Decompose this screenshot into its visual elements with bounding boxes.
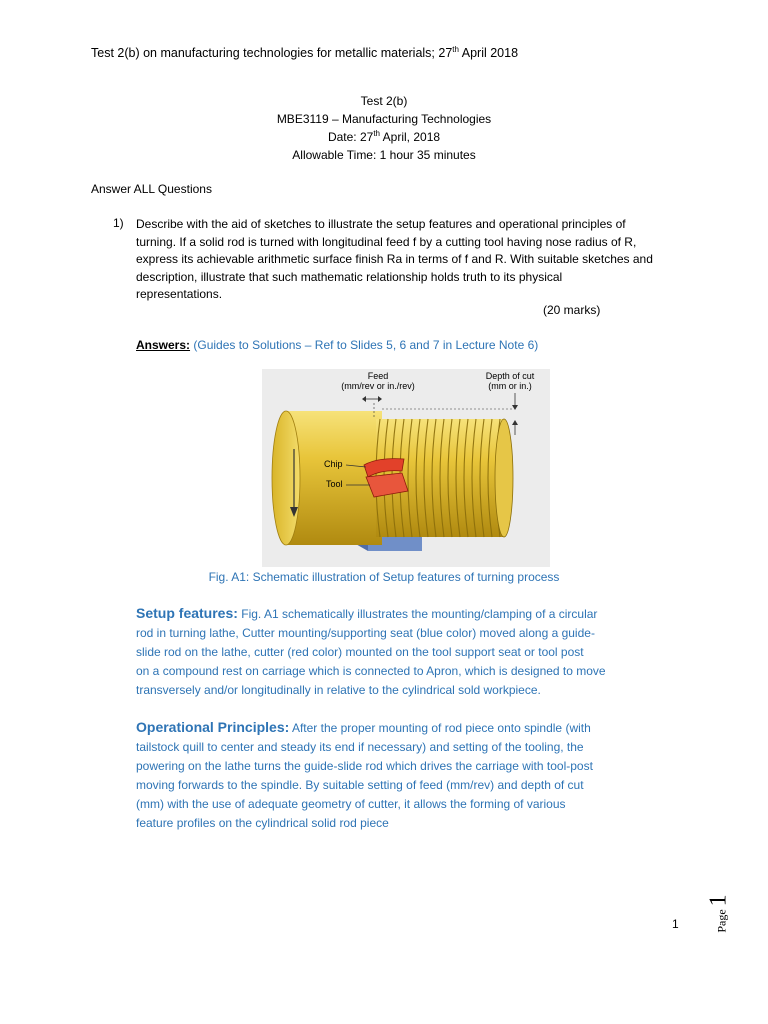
operational-line: powering on the lathe turns the guide-slide rod which drives the carriage with tool-post [136, 759, 593, 773]
feed-label-line: (mm/rev or in./rev) [341, 381, 415, 391]
answers-guide: (Guides to Solutions – Ref to Slides 5, 6 and 7 in Lecture Note 6) [193, 338, 539, 352]
operational-line: feature profiles on the cylindrical solid rod piece [136, 816, 389, 830]
title-line-3 [0, 130, 768, 144]
date-text: Date: 27 [327, 130, 374, 144]
setup-heading: Setup features: [136, 605, 238, 621]
date-text-after: April, 2018 [380, 130, 441, 144]
question-line: turning. If a solid rod is turned with longitudinal feed f by a cutting tool having nose radius of R, [136, 234, 637, 249]
answers-label: Answers: [136, 338, 191, 352]
instructions: Answer ALL Questions [91, 182, 212, 196]
question-text [136, 216, 681, 304]
operational-line: (mm) with the use of adequate geometry of cutter, it allows the forming of various [136, 797, 566, 811]
setup-line: on a compound rest on carriage which is connected to Apron, which is designed to move [136, 664, 606, 678]
turning-figure [262, 369, 550, 567]
feed-label [322, 371, 434, 391]
setup-line: transversely and/or longitudinally in relative to the cylindrical sold workpiece. [136, 683, 541, 697]
figure-caption: Fig. A1: Schematic illustration of Setup features of turning process [208, 570, 560, 584]
depth-label-line: (mm or in.) [488, 381, 532, 391]
depth-label-line: Depth of cut [485, 371, 535, 381]
turning-illustration [262, 369, 550, 567]
operational-line-1 [136, 718, 678, 738]
title-line-1: Test 2(b) [360, 94, 408, 108]
header-text: Test 2(b) on manufacturing technologies for metallic materials; 27 [91, 46, 453, 60]
setup-text: Fig. A1 schematically illustrates the mounting/clamping of a circular [241, 607, 598, 621]
question-line: representations. [136, 287, 223, 301]
page-side-marker [705, 880, 746, 933]
page-word: Page [714, 909, 729, 933]
question-line: Describe with the aid of sketches to illustrate the setup features and operational principles of [136, 217, 626, 231]
header-sup: th [452, 44, 459, 54]
page-side-text [706, 894, 733, 932]
page-header [91, 46, 518, 60]
question-number: 1) [113, 216, 124, 230]
title-line-4: Allowable Time: 1 hour 35 minutes [292, 148, 476, 162]
setup-paragraph [136, 604, 678, 700]
operational-text: After the proper mounting of rod piece onto spindle (with [291, 721, 591, 735]
date-sup: th [373, 129, 380, 138]
setup-line-1 [136, 604, 678, 624]
operational-line: moving forwards to the spindle. By suitable setting of feed (mm/rev) and depth of cut [136, 778, 584, 792]
question-line: express its achievable arithmetic surface finish Ra in terms of f and R. With suitable sketches and [136, 252, 653, 266]
page-side-number: 1 [705, 894, 732, 907]
question-line: description, illustrate that such mathematic relationship holds truth to its physical [136, 269, 563, 284]
answers-line [136, 338, 538, 352]
setup-line: rod in turning lathe, Cutter mounting/supporting seat (blue color) moved along a guide- [136, 626, 595, 640]
header-text-after: April 2018 [458, 46, 519, 60]
question-marks: (20 marks) [543, 303, 601, 317]
depth-label [470, 371, 550, 391]
setup-line: slide rod on the lathe, cutter (red color) mounted on the tool support seat or tool post [136, 645, 584, 659]
operational-paragraph [136, 718, 678, 833]
tool-label: Tool [326, 479, 343, 489]
feed-label-line: Feed [367, 371, 389, 381]
chip-label: Chip [324, 459, 343, 469]
page-number: 1 [672, 917, 679, 931]
operational-heading: Operational Principles: [136, 719, 290, 735]
title-line-2: MBE3119 – Manufacturing Technologies [276, 112, 492, 126]
operational-line: tailstock quill to center and steady its end if necessary) and setting of the tooling, the [136, 740, 584, 754]
